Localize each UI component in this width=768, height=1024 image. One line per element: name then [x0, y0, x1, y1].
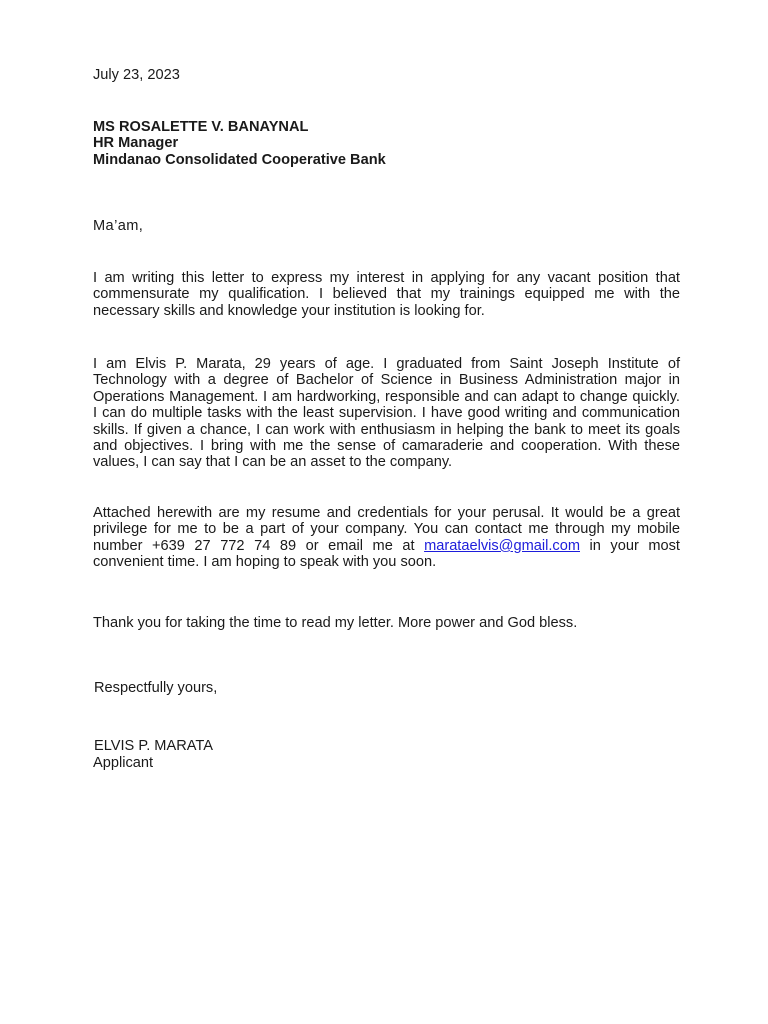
recipient-organization: Mindanao Consolidated Cooperative Bank: [93, 151, 386, 168]
signer-name: ELVIS P. MARATA: [94, 738, 213, 754]
paragraph-interest: I am writing this letter to express my interest in applying for any vacant position that commensurate my qualification. I believed that my trainings equipped me with the necessary skills and knowledge your institution is looking for.: [93, 270, 680, 319]
recipient-name: MS ROSALETTE V. BANAYNAL: [93, 119, 309, 135]
letter-date: July 23, 2023: [93, 67, 180, 83]
email-link[interactable]: marataelvis@gmail.com: [424, 537, 580, 554]
paragraph-contact: [93, 505, 680, 571]
contact-text-after: in your most convenient time. I am hoping to speak with you soon.: [93, 537, 680, 571]
recipient-block: [93, 119, 680, 168]
closing-line: Respectfully yours,: [94, 680, 218, 696]
signer-title: Applicant: [93, 755, 154, 771]
paragraph-background: I am Elvis P. Marata, 29 years of age. I graduated from Saint Joseph Institute of Technology with a degree of Bachelor of Science in Business Administration major in Operations Management. I am hardworking, responsible and can adapt to change quickly. I can do multiple tasks with the least supervision. I have good writing and communication skills. If given a chance, I can work with enthusiasm in helping the bank to meet its goals and objectives. I bring with me the sense of camaraderie and cooperation. With these values, I can say that I can be an asset to the company.: [93, 356, 680, 471]
contact-text-before: Attached herewith are my resume and credentials for your perusal. It would be a great privilege for me to be a part of your company. You can contact me through my mobile number +639 27 772 74 89 or email me at: [93, 505, 680, 554]
paragraph-thanks: Thank you for taking the time to read my letter. More power and God bless.: [93, 615, 578, 631]
recipient-title: HR Manager: [93, 135, 179, 152]
salutation: Ma’am,: [93, 218, 144, 234]
